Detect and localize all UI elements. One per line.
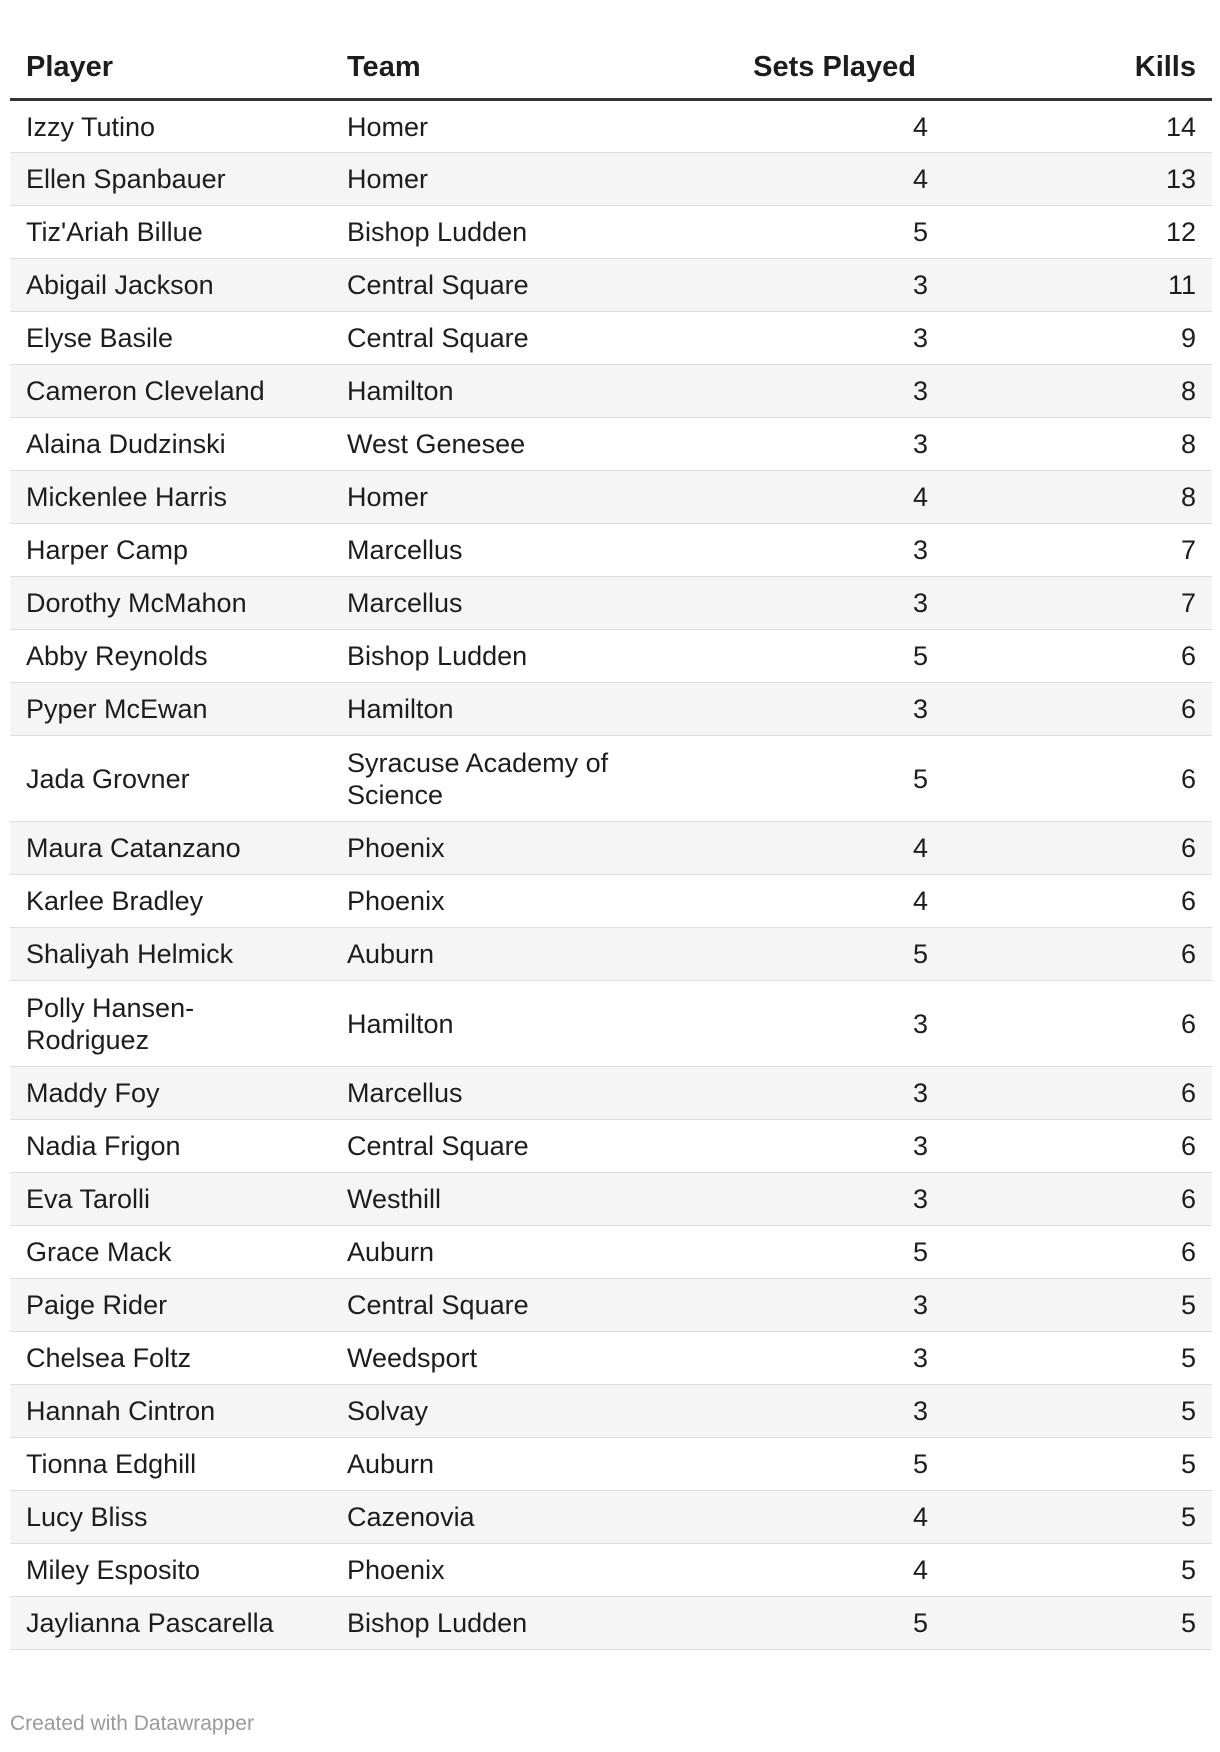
cell-player: Cameron Cleveland xyxy=(10,365,331,418)
cell-player: Pyper McEwan xyxy=(10,683,331,736)
table-row xyxy=(10,981,1212,1067)
cell-kills: 5 xyxy=(932,1438,1212,1491)
cell-kills: 5 xyxy=(932,1544,1212,1597)
cell-team: Phoenix xyxy=(331,1544,652,1597)
cell-player: Harper Camp xyxy=(10,524,331,577)
cell-kills: 7 xyxy=(932,577,1212,630)
cell-team: Solvay xyxy=(331,1385,652,1438)
table-row xyxy=(10,1279,1212,1332)
cell-sets-played: 3 xyxy=(652,312,932,365)
cell-kills: 6 xyxy=(932,683,1212,736)
cell-player: Eva Tarolli xyxy=(10,1173,331,1226)
cell-team: Cazenovia xyxy=(331,1491,652,1544)
cell-sets-played: 3 xyxy=(652,418,932,471)
cell-kills: 6 xyxy=(932,1120,1212,1173)
cell-player: Hannah Cintron xyxy=(10,1385,331,1438)
cell-sets-played: 4 xyxy=(652,1544,932,1597)
cell-kills: 6 xyxy=(932,822,1212,875)
cell-sets-played: 3 xyxy=(652,1173,932,1226)
cell-player: Ellen Spanbauer xyxy=(10,153,331,206)
cell-team: Marcellus xyxy=(331,1067,652,1120)
table-row xyxy=(10,928,1212,981)
cell-kills: 8 xyxy=(932,365,1212,418)
cell-player: Grace Mack xyxy=(10,1226,331,1279)
cell-player: Alaina Dudzinski xyxy=(10,418,331,471)
table-row xyxy=(10,736,1212,822)
cell-sets-played: 3 xyxy=(652,1332,932,1385)
cell-kills: 5 xyxy=(932,1491,1212,1544)
cell-kills: 6 xyxy=(932,981,1212,1067)
cell-player: Izzy Tutino xyxy=(10,100,331,153)
cell-team: Hamilton xyxy=(331,683,652,736)
cell-sets-played: 4 xyxy=(652,1491,932,1544)
header-player[interactable]: Player xyxy=(10,36,331,100)
cell-sets-played: 3 xyxy=(652,259,932,312)
cell-player: Abigail Jackson xyxy=(10,259,331,312)
table-row xyxy=(10,1120,1212,1173)
cell-sets-played: 5 xyxy=(652,206,932,259)
cell-kills: 6 xyxy=(932,630,1212,683)
table-row xyxy=(10,259,1212,312)
table-row xyxy=(10,875,1212,928)
cell-team: Weedsport xyxy=(331,1332,652,1385)
cell-kills: 5 xyxy=(932,1279,1212,1332)
cell-team: Marcellus xyxy=(331,524,652,577)
cell-kills: 6 xyxy=(932,1067,1212,1120)
cell-player: Mickenlee Harris xyxy=(10,471,331,524)
table-row xyxy=(10,365,1212,418)
cell-player: Shaliyah Helmick xyxy=(10,928,331,981)
cell-kills: 12 xyxy=(932,206,1212,259)
cell-sets-played: 4 xyxy=(652,875,932,928)
cell-sets-played: 3 xyxy=(652,981,932,1067)
table-body xyxy=(10,100,1212,1650)
cell-team: Bishop Ludden xyxy=(331,206,652,259)
cell-player: Tiz'Ariah Billue xyxy=(10,206,331,259)
cell-kills: 9 xyxy=(932,312,1212,365)
cell-team: Central Square xyxy=(331,312,652,365)
cell-player: Maddy Foy xyxy=(10,1067,331,1120)
cell-player: Polly Hansen-Rodriguez xyxy=(10,981,331,1067)
cell-team: Phoenix xyxy=(331,875,652,928)
table-row xyxy=(10,100,1212,153)
cell-player: Paige Rider xyxy=(10,1279,331,1332)
cell-player: Dorothy McMahon xyxy=(10,577,331,630)
cell-team: Homer xyxy=(331,153,652,206)
table-row xyxy=(10,822,1212,875)
header-team[interactable]: Team xyxy=(331,36,652,100)
cell-sets-played: 3 xyxy=(652,1067,932,1120)
cell-sets-played: 5 xyxy=(652,736,932,822)
table-row xyxy=(10,1332,1212,1385)
cell-team: Westhill xyxy=(331,1173,652,1226)
cell-team: Bishop Ludden xyxy=(331,630,652,683)
cell-team: Hamilton xyxy=(331,365,652,418)
table-row xyxy=(10,1385,1212,1438)
table-row xyxy=(10,312,1212,365)
table-row xyxy=(10,1597,1212,1650)
header-sets-played[interactable]: Sets Played xyxy=(652,36,932,100)
table-row xyxy=(10,418,1212,471)
cell-kills: 6 xyxy=(932,1173,1212,1226)
stats-table xyxy=(10,36,1212,1650)
table-header-row xyxy=(10,36,1212,100)
cell-player: Lucy Bliss xyxy=(10,1491,331,1544)
cell-team: Syracuse Academy of Science xyxy=(331,736,652,822)
table-row xyxy=(10,630,1212,683)
cell-kills: 7 xyxy=(932,524,1212,577)
cell-player: Jaylianna Pascarella xyxy=(10,1597,331,1650)
cell-player: Jada Grovner xyxy=(10,736,331,822)
cell-kills: 5 xyxy=(932,1332,1212,1385)
cell-sets-played: 5 xyxy=(652,1597,932,1650)
cell-sets-played: 5 xyxy=(652,1226,932,1279)
footer-credit: Created with Datawrapper xyxy=(10,1712,254,1735)
cell-kills: 6 xyxy=(932,736,1212,822)
cell-kills: 6 xyxy=(932,1226,1212,1279)
cell-team: Marcellus xyxy=(331,577,652,630)
table-row xyxy=(10,1438,1212,1491)
cell-kills: 6 xyxy=(932,875,1212,928)
cell-player: Chelsea Foltz xyxy=(10,1332,331,1385)
cell-sets-played: 4 xyxy=(652,100,932,153)
cell-kills: 11 xyxy=(932,259,1212,312)
table-row xyxy=(10,1544,1212,1597)
cell-sets-played: 3 xyxy=(652,524,932,577)
cell-kills: 6 xyxy=(932,928,1212,981)
cell-sets-played: 4 xyxy=(652,153,932,206)
cell-team: Central Square xyxy=(331,1279,652,1332)
cell-team: Central Square xyxy=(331,1120,652,1173)
cell-sets-played: 3 xyxy=(652,365,932,418)
cell-team: Homer xyxy=(331,471,652,524)
table-row xyxy=(10,1491,1212,1544)
cell-player: Maura Catanzano xyxy=(10,822,331,875)
table-row xyxy=(10,1173,1212,1226)
cell-sets-played: 5 xyxy=(652,1438,932,1491)
table-row xyxy=(10,524,1212,577)
cell-team: Auburn xyxy=(331,1438,652,1491)
table-row xyxy=(10,206,1212,259)
table-row xyxy=(10,471,1212,524)
cell-sets-played: 4 xyxy=(652,822,932,875)
cell-player: Nadia Frigon xyxy=(10,1120,331,1173)
cell-team: Homer xyxy=(331,100,652,153)
cell-team: Central Square xyxy=(331,259,652,312)
cell-player: Karlee Bradley xyxy=(10,875,331,928)
cell-sets-played: 3 xyxy=(652,683,932,736)
cell-team: Auburn xyxy=(331,928,652,981)
table-row xyxy=(10,153,1212,206)
cell-team: West Genesee xyxy=(331,418,652,471)
cell-kills: 5 xyxy=(932,1597,1212,1650)
cell-player: Elyse Basile xyxy=(10,312,331,365)
cell-player: Abby Reynolds xyxy=(10,630,331,683)
stats-table-container xyxy=(10,36,1212,1650)
cell-sets-played: 3 xyxy=(652,1385,932,1438)
cell-sets-played: 5 xyxy=(652,928,932,981)
cell-team: Hamilton xyxy=(331,981,652,1067)
cell-kills: 8 xyxy=(932,418,1212,471)
cell-sets-played: 3 xyxy=(652,577,932,630)
cell-kills: 5 xyxy=(932,1385,1212,1438)
cell-kills: 14 xyxy=(932,100,1212,153)
cell-player: Tionna Edghill xyxy=(10,1438,331,1491)
cell-sets-played: 3 xyxy=(652,1120,932,1173)
table-row xyxy=(10,577,1212,630)
header-kills[interactable]: Kills xyxy=(932,36,1212,100)
cell-team: Bishop Ludden xyxy=(331,1597,652,1650)
table-row xyxy=(10,1226,1212,1279)
table-row xyxy=(10,683,1212,736)
table-row xyxy=(10,1067,1212,1120)
cell-kills: 8 xyxy=(932,471,1212,524)
cell-sets-played: 5 xyxy=(652,630,932,683)
cell-team: Phoenix xyxy=(331,822,652,875)
cell-player: Miley Esposito xyxy=(10,1544,331,1597)
cell-sets-played: 4 xyxy=(652,471,932,524)
cell-sets-played: 3 xyxy=(652,1279,932,1332)
cell-team: Auburn xyxy=(331,1226,652,1279)
cell-kills: 13 xyxy=(932,153,1212,206)
